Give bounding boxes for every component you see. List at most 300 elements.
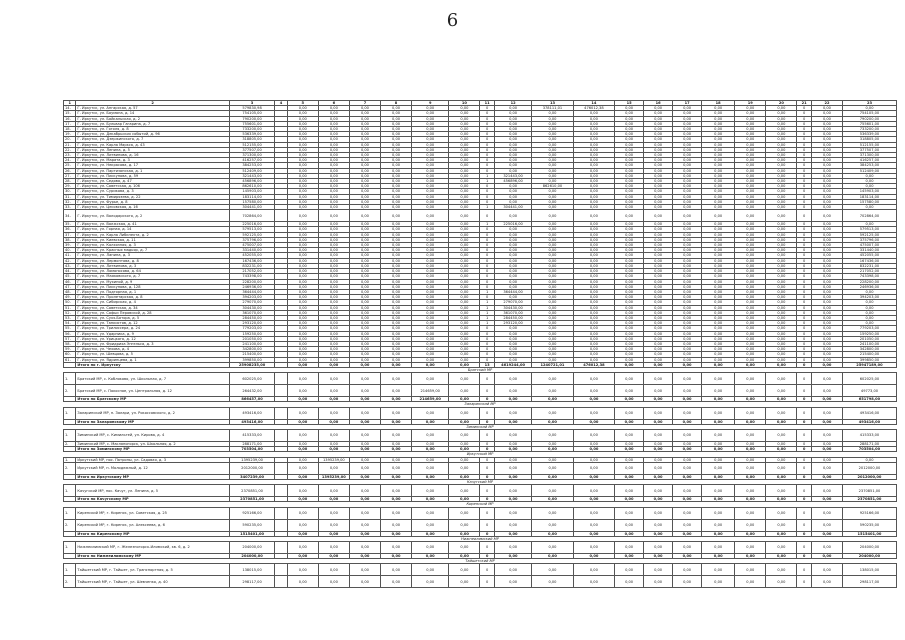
table-cell: 0,00: [532, 189, 573, 194]
address-cell: Г. Иркутск, ул. Советская, д. 106: [76, 184, 229, 189]
table-cell: 0: [480, 168, 495, 173]
address-cell: Киренский МР, г. Киренск, ул. Алексеева, д. 6: [76, 519, 229, 531]
table-cell: 0,00: [532, 179, 573, 184]
table-cell: 0,00: [532, 153, 573, 158]
table-cell: 0,00: [735, 385, 766, 397]
table-cell: 0,00: [735, 542, 766, 554]
table-cell: 0,00: [702, 232, 735, 237]
table-cell: 0,00: [702, 305, 735, 310]
table-cell: 0,00: [380, 132, 411, 137]
table-cell: 0,00: [702, 341, 735, 346]
table-cell: 0: [480, 576, 495, 588]
table-cell: [275, 564, 287, 576]
table-cell: 0,00: [811, 111, 842, 116]
table-cell: 0,00: [532, 111, 573, 116]
table-cell: 0,00: [766, 210, 797, 222]
table-cell: 1.: [64, 407, 76, 419]
table-cell: 0,00: [573, 153, 614, 158]
table-cell: 0,00: [532, 519, 573, 531]
table-cell: 0,00: [449, 519, 480, 531]
table-cell: 2.: [64, 462, 76, 474]
table-cell: 0,00: [287, 519, 318, 531]
table-cell: 0,00: [449, 173, 480, 178]
table-cell: 0,00: [615, 258, 644, 263]
table-cell: 0,00: [380, 347, 411, 352]
table-cell: 225016,00: [229, 222, 275, 227]
table-cell: 0,00: [287, 253, 318, 258]
table-cell: 0,00: [380, 341, 411, 346]
table-cell: 0,00: [449, 315, 480, 320]
table-cell: 0,00: [287, 222, 318, 227]
table-cell: 0,00: [380, 385, 411, 397]
table-cell: 0,00: [766, 137, 797, 142]
table-cell: 34.: [64, 210, 76, 222]
table-cell: 61.: [64, 357, 76, 362]
table-cell: 456896,00: [494, 179, 531, 184]
table-cell: 0,00: [644, 284, 673, 289]
address-cell: Нижнеилимский МР, г. Железногорск-Илимский, кв. 6, д. 2: [76, 542, 229, 554]
table-cell: 0,00: [811, 232, 842, 237]
table-cell: 0,00: [735, 305, 766, 310]
table-cell: 0,00: [644, 142, 673, 147]
address-cell: Г. Иркутск, ул. Горная, д. 14: [76, 227, 229, 232]
table-cell: 0,00: [811, 127, 842, 132]
table-cell: 0,00: [573, 142, 614, 147]
table-cell: 0: [480, 507, 495, 519]
table-cell: 0,00: [842, 184, 896, 189]
table-cell: 0,00: [615, 132, 644, 137]
table-cell: 0,00: [287, 457, 318, 462]
table-cell: 0: [480, 341, 495, 346]
table-cell: 26.: [64, 168, 76, 173]
table-cell: 0,00: [573, 222, 614, 227]
table-cell: 0,00: [494, 295, 531, 300]
table-cell: 0,00: [702, 116, 735, 121]
table-cell: 0,00: [615, 147, 644, 152]
table-cell: 0,00: [412, 336, 449, 341]
table-cell: 0,00: [573, 173, 614, 178]
table-cell: 0,00: [412, 357, 449, 362]
table-cell: 0,00: [380, 184, 411, 189]
table-cell: 60.: [64, 352, 76, 357]
table-cell: 0,00: [318, 554, 349, 559]
table-cell: 0,00: [449, 305, 480, 310]
table-cell: 0,00: [702, 222, 735, 227]
table-cell: 0,00: [673, 310, 702, 315]
table-cell: 0,00: [532, 158, 573, 163]
table-cell: 0,00: [811, 258, 842, 263]
table-cell: 0,00: [644, 179, 673, 184]
table-row: [64, 564, 897, 576]
table-cell: 0,00: [842, 106, 896, 111]
table-cell: 0,00: [842, 457, 896, 462]
table-cell: 0,00: [615, 227, 644, 232]
table-cell: 0: [797, 447, 812, 452]
table-cell: 0,00: [532, 531, 573, 536]
table-cell: 0,00: [449, 362, 480, 367]
table-cell: 0,00: [380, 315, 411, 320]
table-cell: 0,00: [615, 184, 644, 189]
table-cell: [275, 576, 287, 588]
column-number: 12: [494, 101, 531, 106]
table-cell: 22.: [64, 147, 76, 152]
table-cell: 0: [797, 116, 812, 121]
table-cell: 0,00: [349, 243, 380, 248]
table-cell: 0,00: [702, 576, 735, 588]
table-cell: 0,00: [449, 341, 480, 346]
table-cell: 0: [797, 106, 812, 111]
table-cell: 57.: [64, 336, 76, 341]
table-cell: 364444,00: [229, 289, 275, 294]
table-cell: 0: [480, 357, 495, 362]
table-cell: 0,00: [573, 147, 614, 152]
table-cell: 1.: [64, 373, 76, 385]
table-cell: 0,00: [644, 194, 673, 199]
table-cell: 0: [480, 429, 495, 441]
address-cell: Г. Иркутск, ул. Маяковского, д. 7: [76, 274, 229, 279]
address-cell: Г. Иркутск, ул. Баумана, д. 14: [76, 111, 229, 116]
table-cell: 0,00: [735, 519, 766, 531]
table-cell: 0,00: [412, 194, 449, 199]
table-cell: 0,00: [735, 564, 766, 576]
table-cell: 0,00: [766, 485, 797, 497]
column-number: 10: [449, 101, 480, 106]
table-cell: 0,00: [735, 248, 766, 253]
table-cell: 0,00: [644, 576, 673, 588]
table-cell: 0: [797, 554, 812, 559]
table-cell: 0,00: [380, 163, 411, 168]
table-cell: 0,00: [532, 542, 573, 554]
table-cell: 0,00: [287, 429, 318, 441]
table-cell: 0,00: [673, 352, 702, 357]
table-cell: 0,00: [644, 253, 673, 258]
table-cell: 304441,00: [229, 205, 275, 210]
table-cell: 0,00: [766, 263, 797, 268]
table-cell: 0,00: [318, 357, 349, 362]
table-cell: 0,00: [349, 279, 380, 284]
table-cell: 0,00: [644, 441, 673, 446]
table-cell: 0,00: [615, 564, 644, 576]
table-cell: 0,00: [380, 127, 411, 132]
table-cell: 0,00: [615, 194, 644, 199]
table-cell: 0: [797, 462, 812, 474]
table-cell: 0,00: [644, 310, 673, 315]
table-cell: 0,00: [615, 237, 644, 242]
table-cell: 0,00: [349, 248, 380, 253]
table-cell: 0,00: [532, 263, 573, 268]
table-cell: 0,00: [449, 300, 480, 305]
table-cell: 55.: [64, 326, 76, 331]
table-cell: 0,00: [811, 158, 842, 163]
table-cell: 0,00: [349, 507, 380, 519]
table-cell: 0,00: [573, 474, 614, 479]
table-cell: 0,00: [412, 163, 449, 168]
table-cell: 0,00: [287, 227, 318, 232]
table-cell: 0,00: [349, 347, 380, 352]
table-cell: 2012000,00: [229, 462, 275, 474]
table-cell: 0,00: [735, 300, 766, 305]
table-cell: 0,00: [644, 168, 673, 173]
table-cell: 0,00: [673, 397, 702, 402]
table-cell: 0,00: [842, 321, 896, 326]
column-number: 3: [229, 101, 275, 106]
table-cell: 0,00: [449, 474, 480, 479]
table-cell: 0,00: [615, 315, 644, 320]
table-cell: 0,00: [318, 305, 349, 310]
table-cell: 0,00: [644, 227, 673, 232]
table-cell: 0,00: [349, 564, 380, 576]
table-cell: 1.: [64, 507, 76, 519]
table-cell: 0: [480, 258, 495, 263]
table-cell: 0,00: [702, 184, 735, 189]
table-cell: 0,00: [412, 362, 449, 367]
table-cell: 579513,00: [229, 227, 275, 232]
table-cell: 0,00: [573, 347, 614, 352]
table-cell: 0,00: [287, 347, 318, 352]
table-cell: 1: [480, 222, 495, 227]
table-cell: 0,00: [615, 441, 644, 446]
table-cell: 0: [797, 485, 812, 497]
table-cell: 0: [797, 429, 812, 441]
table-cell: 0,00: [380, 531, 411, 536]
table-cell: 43.: [64, 263, 76, 268]
table-cell: 0,00: [494, 407, 531, 419]
table-cell: 590235,00: [229, 519, 275, 531]
table-cell: 21.: [64, 142, 76, 147]
table-cell: 0: [797, 564, 812, 576]
table-cell: 0,00: [380, 274, 411, 279]
table-cell: 0: [797, 243, 812, 248]
table-cell: 0,00: [673, 199, 702, 204]
table-cell: 0,00: [615, 222, 644, 227]
table-cell: 0,00: [735, 269, 766, 274]
table-cell: 0,00: [766, 542, 797, 554]
table-cell: 0,00: [702, 407, 735, 419]
table-cell: 0,00: [318, 331, 349, 336]
table-cell: 0,00: [573, 199, 614, 204]
table-cell: 0,00: [735, 274, 766, 279]
table-cell: 0,00: [673, 158, 702, 163]
table-cell: 0,00: [615, 289, 644, 294]
table-cell: 0,00: [449, 153, 480, 158]
table-cell: 0,00: [449, 243, 480, 248]
table-cell: 0,00: [494, 441, 531, 446]
table-cell: 0,00: [766, 168, 797, 173]
table-cell: 0,00: [573, 111, 614, 116]
table-cell: 0: [797, 179, 812, 184]
table-cell: 0,00: [644, 507, 673, 519]
table-cell: 0,00: [287, 352, 318, 357]
table-cell: 304430,00: [494, 305, 531, 310]
table-cell: 0,00: [644, 243, 673, 248]
table-cell: 0,00: [494, 232, 531, 237]
table-cell: 0,00: [735, 485, 766, 497]
table-cell: 0,00: [735, 341, 766, 346]
table-cell: 0,00: [412, 485, 449, 497]
table-cell: 0,00: [702, 315, 735, 320]
table-cell: 0,00: [615, 497, 644, 502]
table-cell: 0,00: [412, 321, 449, 326]
table-cell: 0,00: [766, 447, 797, 452]
table-cell: 0,00: [735, 295, 766, 300]
table-cell: 0,00: [766, 457, 797, 462]
table-cell: 0,00: [412, 447, 449, 452]
table-cell: 159250,00: [842, 331, 896, 336]
table-cell: 0,00: [412, 457, 449, 462]
address-cell: Г. Иркутск, ул. Фурье, д. 8: [76, 199, 229, 204]
table-cell: 0,00: [412, 310, 449, 315]
table-cell: 241100,00: [842, 341, 896, 346]
column-number: 15: [615, 101, 644, 106]
table-cell: 0,00: [573, 485, 614, 497]
table-cell: 279070,00: [229, 300, 275, 305]
table-cell: 0,00: [532, 295, 573, 300]
table-cell: 0,00: [349, 116, 380, 121]
table-cell: 0,00: [766, 385, 797, 397]
table-cell: 0,00: [494, 485, 531, 497]
table-cell: 0: [480, 497, 495, 502]
table-cell: 0,00: [318, 127, 349, 132]
address-cell: Г. Иркутск, ул. Ленина, д. 5: [76, 147, 229, 152]
table-cell: 0,00: [349, 554, 380, 559]
table-cell: 0: [480, 106, 495, 111]
table-cell: 0,00: [673, 507, 702, 519]
table-cell: 0,00: [287, 305, 318, 310]
table-cell: 0: [797, 205, 812, 210]
table-cell: 0,00: [380, 519, 411, 531]
table-cell: 0,00: [494, 163, 531, 168]
table-cell: 0,00: [318, 347, 349, 352]
table-cell: 0,00: [644, 111, 673, 116]
table-cell: 0,00: [449, 210, 480, 222]
table-cell: 0,00: [673, 347, 702, 352]
table-cell: 2012000,00: [842, 462, 896, 474]
table-cell: 37.: [64, 232, 76, 237]
table-cell: 0,00: [766, 243, 797, 248]
table-cell: 0,00: [644, 263, 673, 268]
table-cell: 0,00: [811, 331, 842, 336]
table-cell: 0,00: [811, 485, 842, 497]
table-cell: 0,00: [615, 248, 644, 253]
table-cell: 0,00: [532, 407, 573, 419]
table-cell: 0,00: [494, 397, 531, 402]
table-cell: 0,00: [644, 447, 673, 452]
table-cell: 40.: [64, 248, 76, 253]
table-cell: 602025,00: [229, 373, 275, 385]
table-cell: 0,00: [615, 507, 644, 519]
section-heading: Иркутский МР: [64, 452, 897, 457]
table-cell: 0,00: [702, 243, 735, 248]
table-cell: 0: [797, 331, 812, 336]
table-cell: 0,00: [644, 199, 673, 204]
table-cell: 0,00: [449, 279, 480, 284]
table-cell: 0: [797, 310, 812, 315]
table-cell: 0,00: [532, 397, 573, 402]
table-cell: 138015,00: [842, 564, 896, 576]
table-cell: 0: [480, 210, 495, 222]
table-cell: 0,00: [349, 310, 380, 315]
table-cell: 0: [480, 237, 495, 242]
table-cell: 0,00: [702, 158, 735, 163]
table-cell: 0,00: [349, 199, 380, 204]
table-cell: [275, 407, 287, 419]
report-sheet: [63, 100, 897, 628]
table-cell: 0,00: [573, 542, 614, 554]
table-cell: 0,00: [412, 199, 449, 204]
table-cell: 0,00: [449, 531, 480, 536]
table-cell: 0: [480, 295, 495, 300]
table-cell: 2.: [64, 519, 76, 531]
table-cell: 0,00: [811, 142, 842, 147]
table-cell: 0,00: [702, 248, 735, 253]
table-cell: 0,00: [318, 179, 349, 184]
table-cell: 651798,00: [842, 397, 896, 402]
table-cell: 0,00: [287, 485, 318, 497]
table-cell: 0,00: [449, 147, 480, 152]
table-cell: 0,00: [449, 127, 480, 132]
table-cell: 0,00: [349, 127, 380, 132]
table-cell: 0,00: [573, 310, 614, 315]
table-cell: 452055,00: [229, 253, 275, 258]
table-cell: 0,00: [318, 168, 349, 173]
table-cell: 1515401,00: [229, 531, 275, 536]
table-cell: 0,00: [318, 142, 349, 147]
table-cell: 415333,00: [229, 429, 275, 441]
table-cell: 0,00: [412, 542, 449, 554]
table-cell: 0,00: [449, 227, 480, 232]
table-cell: 0,00: [380, 269, 411, 274]
table-cell: 0,00: [702, 210, 735, 222]
table-cell: 0,00: [318, 227, 349, 232]
table-cell: 0,00: [735, 132, 766, 137]
table-cell: 0,00: [494, 336, 531, 341]
table-cell: 0,00: [380, 289, 411, 294]
table-cell: 0,00: [494, 116, 531, 121]
table-cell: 0: [797, 153, 812, 158]
table-cell: 0,00: [702, 447, 735, 452]
table-cell: 0,00: [811, 210, 842, 222]
table-cell: 1: [480, 305, 495, 310]
table-cell: 321443,00: [494, 173, 531, 178]
table-cell: 0,00: [287, 310, 318, 315]
table-cell: 0,00: [494, 210, 531, 222]
table-cell: 0,00: [573, 507, 614, 519]
table-cell: 579513,00: [842, 227, 896, 232]
table-cell: 0,00: [615, 331, 644, 336]
table-cell: 0,00: [412, 116, 449, 121]
table-cell: 0,00: [644, 385, 673, 397]
table-cell: 0: [797, 295, 812, 300]
table-cell: 0: [480, 232, 495, 237]
table-cell: 0,00: [766, 429, 797, 441]
table-cell: 0,00: [615, 336, 644, 341]
table-cell: 0,00: [644, 274, 673, 279]
table-cell: 0,00: [318, 295, 349, 300]
table-cell: 304441,00: [494, 205, 531, 210]
table-cell: 0,00: [449, 232, 480, 237]
address-cell: Г. Иркутск, ул. Советская, д. 34: [76, 305, 229, 310]
table-cell: 0,00: [811, 132, 842, 137]
table-cell: 0,00: [673, 326, 702, 331]
table-cell: 0,00: [349, 232, 380, 237]
table-cell: 19.: [64, 132, 76, 137]
address-cell: Итого по Заларинскому МР: [76, 419, 229, 424]
column-number: 4: [275, 101, 287, 106]
table-cell: 0,00: [811, 227, 842, 232]
table-cell: 28.: [64, 179, 76, 184]
table-cell: 0,00: [735, 227, 766, 232]
table-cell: 0,00: [644, 248, 673, 253]
